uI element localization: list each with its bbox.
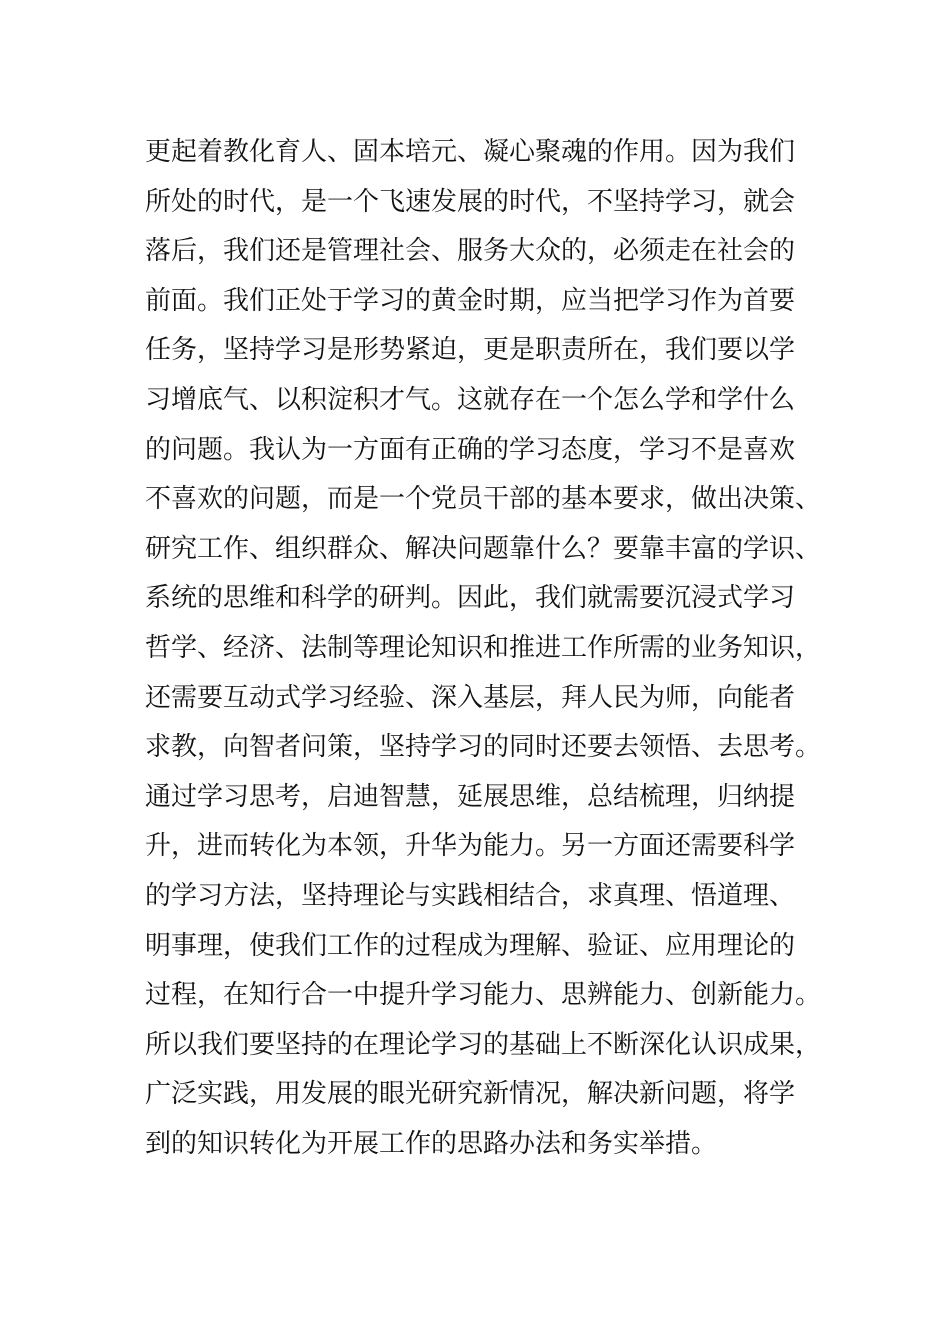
text-line-9: 研究工作、组织群众、解决问题靠什么？要靠丰富的学识、: [145, 533, 822, 564]
text-line-17: 明事理，使我们工作的过程成为理解、验证、应用理论的: [145, 930, 796, 961]
text-line-14: 通过学习思考，启迪智慧，延展思维，总结梳理，归纳提: [145, 781, 796, 812]
text-line-15: 升，进而转化为本领，升华为能力。另一方面还需要科学: [145, 831, 796, 862]
text-line-18: 过程，在知行合一中提升学习能力、思辨能力、创新能力。: [145, 980, 822, 1011]
text-line-11: 哲学、经济、法制等理论知识和推进工作所需的业务知识，: [145, 632, 822, 663]
text-line-5: 任务，坚持学习是形势紧迫，更是职责所在，我们要以学: [145, 335, 796, 366]
text-line-6: 习增底气、以积淀积才气。这就存在一个怎么学和学什么: [145, 384, 796, 415]
body-paragraph: [145, 128, 825, 1169]
text-line-4: 前面。我们正处于学习的黄金时期，应当把学习作为首要: [145, 285, 796, 316]
text-line-19: 所以我们要坚持的在理论学习的基础上不断深化认识成果，: [145, 1029, 822, 1060]
text-line-3: 落后，我们还是管理社会、服务大众的，必须走在社会的: [145, 236, 796, 267]
text-line-8: 不喜欢的问题，而是一个党员干部的基本要求，做出决策、: [145, 484, 822, 515]
text-line-2: 所处的时代，是一个飞速发展的时代，不坚持学习，就会: [145, 186, 796, 217]
text-line-20: 广泛实践，用发展的眼光研究新情况，解决新问题，将学: [145, 1079, 796, 1110]
text-line-21: 到的知识转化为开展工作的思路办法和务实举措。: [145, 1128, 718, 1159]
text-line-16: 的学习方法，坚持理论与实践相结合，求真理、悟道理、: [145, 880, 796, 911]
text-line-7: 的问题。我认为一方面有正确的学习态度，学习不是喜欢: [145, 434, 796, 465]
text-line-13: 求教，向智者问策，坚持学习的同时还要去领悟、去思考。: [145, 732, 822, 763]
text-line-12: 还需要互动式学习经验、深入基层，拜人民为师，向能者: [145, 682, 796, 713]
text-line-1: 更起着教化育人、固本培元、凝心聚魂的作用。因为我们: [145, 137, 796, 167]
text-line-10: 系统的思维和科学的研判。因此，我们就需要沉浸式学习: [145, 583, 796, 614]
